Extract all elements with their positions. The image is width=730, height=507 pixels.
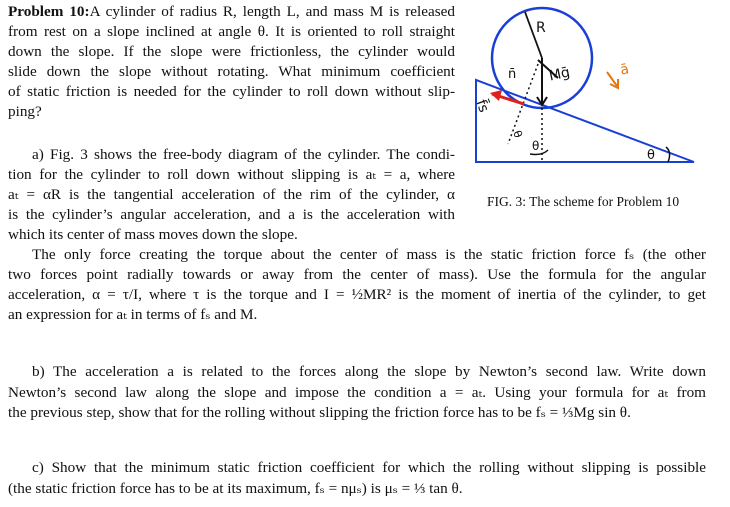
label-friction: f̄s — [472, 97, 492, 115]
part-a-line-4: is the cylinder’s angular acceleration, and a is the acceleration with — [8, 206, 455, 223]
free-body-diagram — [472, 4, 708, 180]
angle-arc-slope — [666, 147, 670, 162]
part-b-line-2: Newton’s second law along the slope and impose the condition a = aₜ. Using your formula for aₜ from — [8, 384, 706, 401]
part-a-full-line-1: The only force creating the torque about the center of mass is the static friction force fₛ (the other — [32, 246, 706, 263]
part-a-line-1: a) Fig. 3 shows the free-body diagram of the cylinder. The condi- — [32, 146, 455, 163]
problem-line-6: ping? — [8, 103, 42, 120]
label-normal: n̄ — [508, 67, 517, 82]
part-a-full-line-2: two forces point radially towards or away from the center of mass). Use the formula for the angular — [8, 266, 706, 283]
label-angle-inner: θ — [510, 128, 525, 140]
part-a-line-5: which its center of mass moves down the slope. — [8, 226, 298, 243]
label-acceleration: ā — [619, 61, 631, 79]
problem-line-3: down the slope. If the slope were frictionless, the cylinder would — [8, 43, 455, 60]
part-a-full-line-4: an expression for aₜ in terms of fₛ and M. — [8, 306, 258, 323]
part-b-line-1: b) The acceleration a is related to the forces along the slope by Newton’s second law. Write down — [32, 363, 706, 380]
problem-line-1: Problem 10:A cylinder of radius R, length L, and mass M is released — [8, 3, 455, 20]
label-angle-slope: θ — [647, 148, 655, 163]
figure-caption: FIG. 3: The scheme for Problem 10 — [487, 194, 680, 209]
part-a-full-line-3: acceleration, α = τ/I, where τ is the torque and I = ½MR² is the moment of inertia of the cylinder, to get — [8, 286, 706, 303]
problem-line-5: of static friction is needed for the cylinder to roll down without slip- — [8, 83, 455, 100]
label-radius: R — [536, 20, 546, 36]
part-c-line-1: c) Show that the minimum static friction coefficient for which the rolling without slipping is possible — [32, 459, 706, 476]
problem-line-4: slide down the slope without rotating. What minimum coefficient — [8, 63, 455, 80]
problem-line-2: from rest on a slope inclined at angle θ. It is oriented to roll straight — [8, 23, 455, 40]
slope-triangle — [476, 80, 694, 162]
part-c-line-2: (the static friction force has to be at its maximum, fₛ = nμₛ) is μₛ = ⅓ tan θ. — [8, 480, 463, 497]
problem-title: Problem 10: — [8, 3, 90, 20]
part-a-line-2: tion for the cylinder to roll down without slipping is aₜ = a, where — [8, 166, 455, 183]
part-b-line-3: the previous step, show that for the rolling without slipping the friction force has to be fₛ = ⅓Mg sin θ. — [8, 404, 631, 421]
label-angle-lower: θ — [532, 139, 540, 153]
part-a-line-3: aₜ = αR is the tangential acceleration of the rim of the cylinder, α — [8, 186, 455, 203]
label-gravity: Mḡ — [547, 64, 572, 85]
